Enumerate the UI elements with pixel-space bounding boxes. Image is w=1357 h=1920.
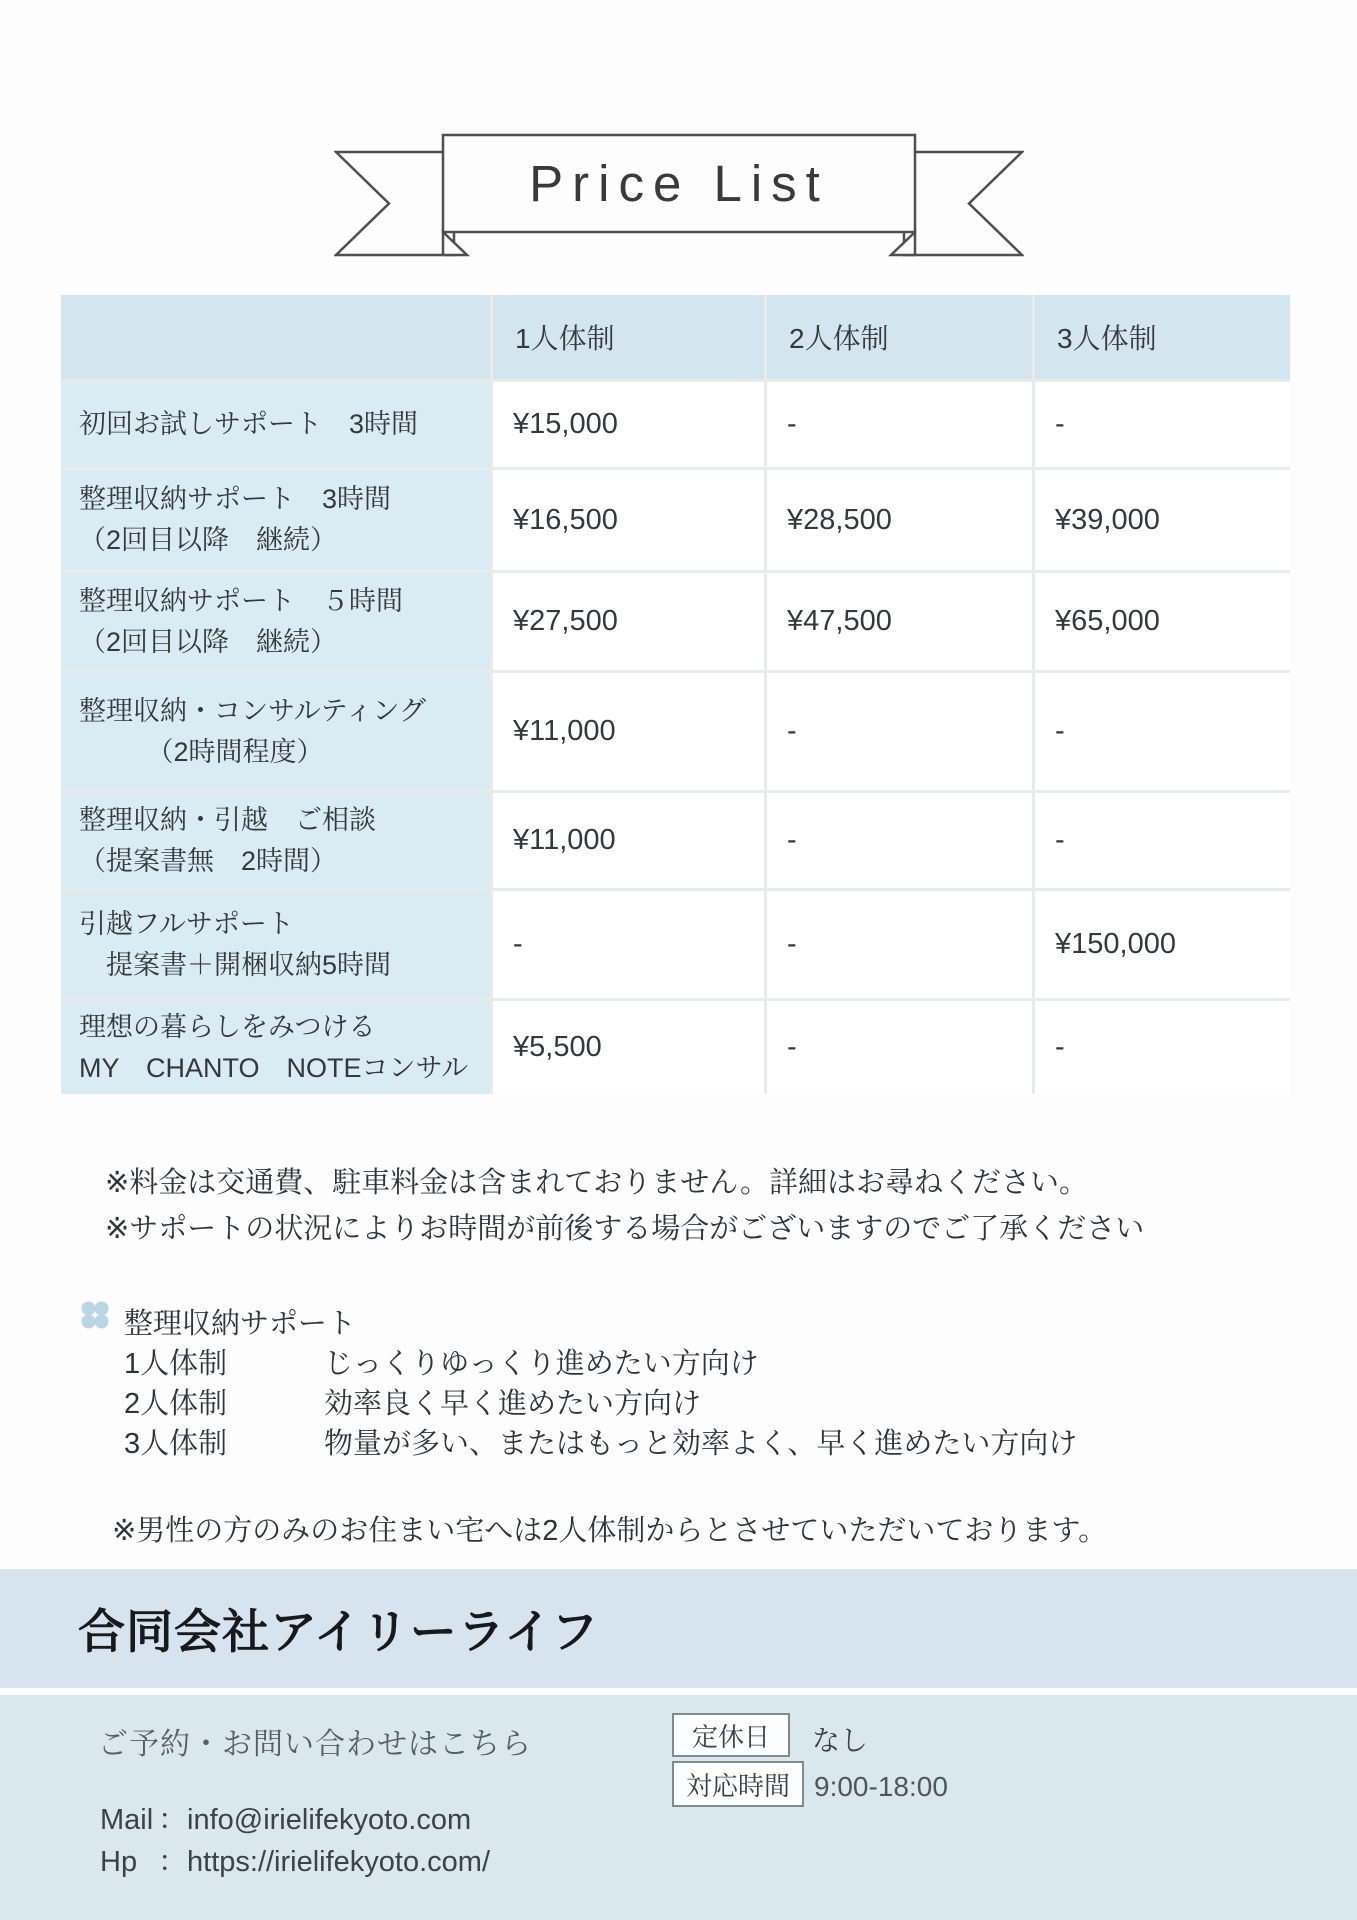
price-cell: -: [767, 382, 1032, 467]
support-item: [124, 1341, 1077, 1381]
column-header-1: 1人体制: [493, 295, 764, 379]
price-cell: -: [767, 891, 1032, 998]
price-cell: ¥5,500: [493, 1001, 764, 1094]
note-fee-1: ※料金は交通費、駐車料金は含まれておりません。詳細はお尋ねください。: [105, 1167, 1089, 1199]
price-cell: ¥27,500: [493, 573, 764, 670]
closed-day-value: なし: [812, 1725, 869, 1756]
price-cell: -: [1035, 673, 1290, 790]
row-label-line: （2時間程度）: [79, 736, 324, 767]
company-band: [0, 1569, 1357, 1688]
support-item: [124, 1381, 1077, 1421]
price-cell: -: [493, 891, 764, 998]
row-label-line: 整理収納・コンサルティング: [79, 695, 426, 726]
row-label: [61, 382, 490, 467]
row-label-line: 提案書＋開梱収納5時間: [79, 949, 392, 980]
contact-band: [0, 1695, 1357, 1920]
row-label: [61, 470, 490, 570]
hours-label-box: 対応時間: [672, 1761, 804, 1807]
support-item-desc: じっくりゆっくり進めたい方向け: [324, 1347, 759, 1380]
support-item-label: 3人体制: [124, 1427, 228, 1460]
price-cell: ¥150,000: [1035, 891, 1290, 998]
price-cell: ¥39,000: [1035, 470, 1290, 570]
row-label: [61, 891, 490, 998]
mail-separator: ：: [158, 1804, 188, 1836]
row-label-line: 理想の暮らしをみつける: [79, 1011, 376, 1042]
row-label: [61, 673, 490, 790]
support-item-desc: 物量が多い、またはもっと効率よく、早く進めたい方向け: [324, 1427, 1078, 1460]
support-section-heading: 整理収納サポート: [124, 1308, 357, 1340]
price-cell: -: [767, 1001, 1032, 1094]
support-items: [124, 1341, 1077, 1461]
row-label-line: 整理収納・引越 ご相談: [79, 804, 376, 835]
support-item-label: 1人体制: [124, 1347, 228, 1380]
row-label-line: （2回目以降 継続）: [79, 525, 338, 555]
hp-line: [100, 1839, 490, 1880]
support-item-label: 2人体制: [124, 1387, 228, 1420]
page-title: Price List: [529, 155, 829, 212]
price-cell: ¥11,000: [493, 793, 764, 888]
contact-lead-text: ご予約・お問い合わせはこちら: [98, 1728, 532, 1761]
price-cell: ¥11,000: [493, 673, 764, 790]
price-cell: ¥16,500: [493, 470, 764, 570]
row-label-line: 初回お試しサポート 3時間: [79, 409, 419, 439]
price-cell: -: [1035, 793, 1290, 888]
price-cell: -: [767, 793, 1032, 888]
price-cell: -: [767, 673, 1032, 790]
row-label: [61, 793, 490, 888]
row-label-line: MY CHANTO NOTEコンサル: [79, 1052, 469, 1083]
hp-value: https://irielifekyoto.com/: [187, 1846, 491, 1878]
hp-separator: ：: [158, 1846, 188, 1878]
mail-line: [100, 1797, 471, 1838]
hours-value: 9:00-18:00: [814, 1771, 948, 1802]
price-cell: ¥65,000: [1035, 573, 1290, 670]
note-male-households: ※男性の方のみのお住まい宅へは2人体制からとさせていただいております。: [112, 1515, 1108, 1547]
row-label-line: 整理収納サポート ５時間: [79, 585, 403, 616]
note-fee-2: ※サポートの状況によりお時間が前後する場合がございますのでご了承ください: [105, 1213, 1145, 1245]
row-label-line: 引越フルサポート: [79, 908, 294, 939]
price-cell: ¥28,500: [767, 470, 1032, 570]
row-label-line: 整理収納サポート 3時間: [79, 484, 392, 514]
fee-notes: [105, 1160, 1144, 1252]
column-header-3: 3人体制: [1035, 295, 1290, 379]
mail-value: info@irielifekyoto.com: [187, 1804, 472, 1836]
mail-label: Mail: [100, 1804, 154, 1836]
clover-icon: [80, 1300, 110, 1330]
support-item-desc: 効率良く早く進めたい方向け: [324, 1387, 702, 1420]
column-header-2: 2人体制: [767, 295, 1032, 379]
price-list-banner: [334, 126, 1024, 260]
hp-label: Hp: [100, 1846, 138, 1878]
row-label-line: （提案書無 2時間）: [79, 845, 338, 876]
price-cell: -: [1035, 382, 1290, 467]
support-item: [124, 1421, 1077, 1461]
table-corner-cell: [61, 295, 490, 379]
row-label-line: （2回目以降 継続）: [79, 626, 338, 657]
row-label: [61, 1001, 490, 1094]
price-table: [61, 295, 1290, 1094]
company-name: 合同会社アイリーライフ: [78, 1605, 599, 1658]
row-label: [61, 573, 490, 670]
closed-day-label-box: 定休日: [672, 1713, 790, 1757]
price-cell: ¥47,500: [767, 573, 1032, 670]
price-cell: ¥15,000: [493, 382, 764, 467]
price-cell: -: [1035, 1001, 1290, 1094]
